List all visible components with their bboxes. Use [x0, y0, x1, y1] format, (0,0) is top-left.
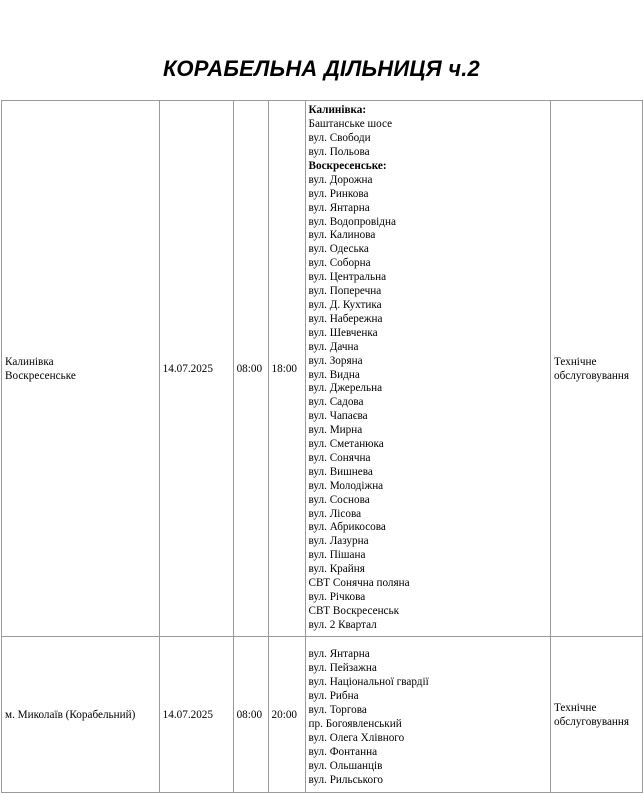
- street-item: вул. Поперечна: [308, 285, 382, 298]
- street-item: вул. Дорожна: [308, 173, 373, 186]
- street-item: СВТ Воскресенськ: [308, 604, 400, 617]
- location-line: Воскресенське: [5, 369, 76, 382]
- street-group-heading: Воскресенське:: [308, 159, 387, 172]
- street-item: вул. Одеська: [308, 243, 369, 256]
- street-item: вул. Набережна: [308, 312, 383, 325]
- street-item: вул. Водопровідна: [308, 215, 396, 228]
- street-item: вул. Олега Хлівного: [308, 731, 405, 744]
- table-row: [2, 637, 643, 793]
- reason-cell: [551, 101, 643, 637]
- street-item: Баштанське шосе: [308, 118, 393, 131]
- date-cell: 14.07.2025: [159, 637, 233, 793]
- street-item: вул. Сметанюка: [308, 438, 384, 451]
- street-item: вул. Чапаєва: [308, 410, 368, 423]
- reason-line: Технічне: [554, 355, 597, 368]
- street-item: вул. Видна: [308, 368, 360, 381]
- date-cell: 14.07.2025: [159, 101, 233, 637]
- street-item: вул. Абрикосова: [308, 521, 386, 534]
- street-item: вул. Янтарна: [308, 648, 370, 661]
- start-time-cell: 08:00: [233, 101, 268, 637]
- page-title: КОРАБЕЛЬНА ДІЛЬНИЦЯ ч.2: [163, 56, 480, 81]
- street-item: пр. Богоявленський: [308, 718, 402, 730]
- street-item: вул. Фонтанна: [308, 745, 378, 758]
- reason-line: Технічне: [554, 701, 597, 714]
- street-item: вул. Торгова: [308, 704, 367, 717]
- street-item: вул. Д. Кухтика: [308, 298, 382, 311]
- location-cell: [2, 637, 160, 793]
- street-item: вул. Сонячна: [308, 451, 371, 464]
- street-item: вул. Пейзажна: [308, 662, 377, 675]
- street-item: вул. Ольшанців: [308, 759, 383, 772]
- street-item: вул. Дачна: [308, 340, 359, 353]
- streets-cell: [305, 101, 550, 637]
- start-time-cell: 08:00: [233, 637, 268, 793]
- table-row: [2, 101, 643, 637]
- street-item: вул. Шевченка: [308, 326, 378, 339]
- reason-line: обслуговування: [554, 369, 630, 382]
- end-time-cell: 20:00: [268, 637, 305, 793]
- street-item: вул. Пішана: [308, 549, 366, 562]
- street-item: вул. Свободи: [308, 132, 371, 145]
- street-item: вул. Калинова: [308, 229, 376, 242]
- street-item: вул. Янтарна: [308, 201, 370, 214]
- street-item: вул. Зоряна: [308, 354, 363, 367]
- outage-schedule-table: [1, 100, 643, 793]
- street-item: вул. Річкова: [308, 591, 366, 603]
- location-line: м. Миколаїв (Корабельний): [5, 708, 136, 721]
- street-item: вул. Садова: [308, 396, 364, 409]
- street-item: вул. Рибна: [308, 690, 359, 703]
- streets-cell: [305, 637, 550, 793]
- street-item: вул. Ринкова: [308, 187, 369, 200]
- street-item: вул. Лазурна: [308, 535, 369, 548]
- reason-line: обслуговування: [554, 715, 630, 728]
- street-item: СВТ Сонячна поляна: [308, 577, 410, 590]
- street-item: вул. Соборна: [308, 257, 371, 270]
- street-item: вул. Джерельна: [308, 382, 383, 395]
- street-item: вул. Національної гвардії: [308, 676, 429, 689]
- street-group-heading: Калинівка:: [308, 104, 367, 117]
- end-time-cell: 18:00: [268, 101, 305, 637]
- street-item: вул. Рильського: [308, 773, 384, 786]
- reason-cell: [551, 637, 643, 793]
- location-cell: [2, 101, 160, 637]
- street-item: вул. Молодіжна: [308, 479, 384, 492]
- street-item: вул. Соснова: [308, 493, 370, 506]
- street-item: вул. Лісова: [308, 507, 362, 520]
- location-line: Калинівка: [5, 355, 54, 368]
- street-item: вул. Польова: [308, 146, 370, 158]
- street-item: вул. Крайня: [308, 563, 365, 576]
- street-item: вул. 2 Квартал: [308, 618, 377, 631]
- street-item: вул. Вишнева: [308, 465, 373, 478]
- street-item: вул. Центральна: [308, 271, 387, 284]
- street-item: вул. Мирна: [308, 424, 363, 437]
